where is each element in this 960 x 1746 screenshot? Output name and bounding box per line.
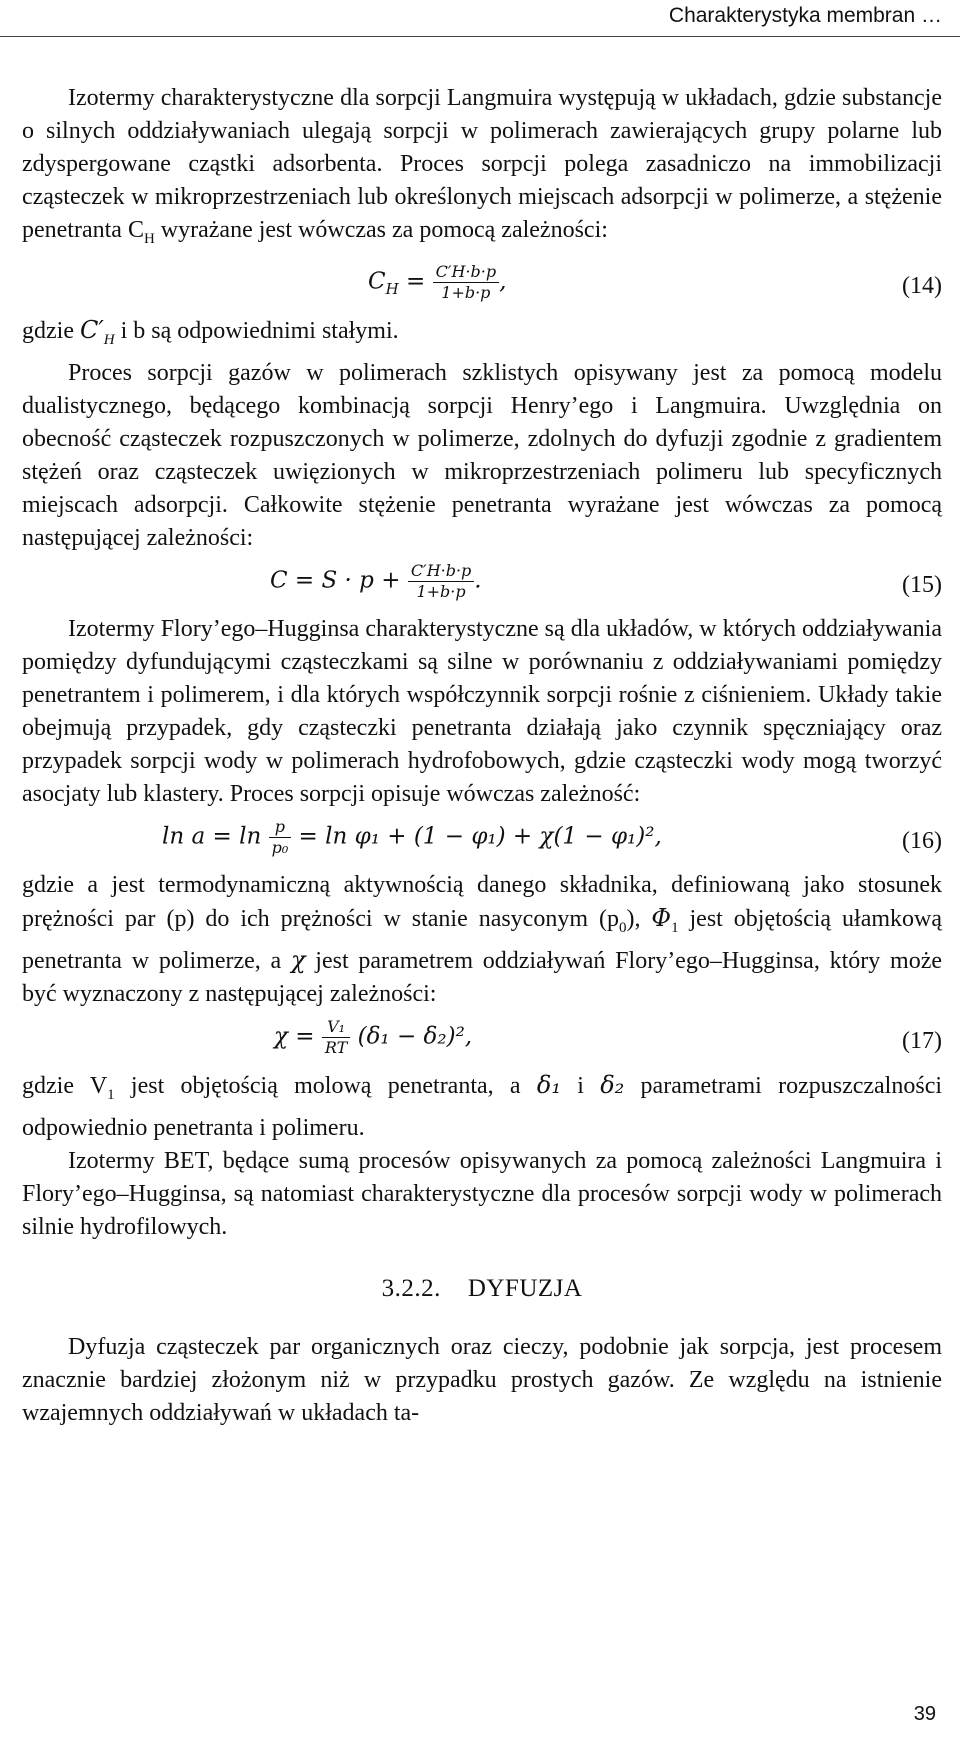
denominator: RT bbox=[324, 1038, 348, 1058]
symbol: δ₂ bbox=[600, 1071, 625, 1100]
paragraph-text: jest parametrem oddziaływań Flory’ego–Hugginsa, który może być wyznaczony z następującej zależności: bbox=[22, 948, 943, 1008]
paragraph-dyfuzja: Dyfuzja cząsteczek par organicznych oraz cieczy, podobnie jak sorpcja, jest procesem znacznie bardziej złożonym niż w przypadku prostych gazów. Ze względu na istnienie wzajemnych oddziaływań w układach ta- bbox=[22, 1334, 942, 1427]
equation-number: (17) bbox=[902, 1028, 942, 1055]
fraction bbox=[322, 1017, 350, 1058]
equation-number: (16) bbox=[902, 827, 942, 854]
numerator: p bbox=[269, 817, 292, 838]
eq-tail: . bbox=[474, 567, 482, 594]
equation-formula bbox=[368, 262, 506, 306]
fraction bbox=[269, 817, 292, 858]
equation-formula bbox=[162, 817, 662, 858]
symbol: χ bbox=[290, 946, 306, 975]
page-number: 39 bbox=[913, 1703, 936, 1725]
paragraph-text: jest objętością molową penetranta, a bbox=[114, 1073, 537, 1100]
fraction bbox=[433, 262, 499, 303]
paragraph-text: jest objętością ułamkową penetranta w polimerze, a bbox=[22, 905, 942, 975]
equation-formula bbox=[274, 1017, 472, 1058]
paragraph-molar-volume bbox=[22, 1069, 942, 1145]
equation-formula bbox=[270, 561, 482, 602]
subscript: H bbox=[103, 331, 115, 348]
eq-lhs: ln a = ln bbox=[162, 823, 269, 850]
paragraph-constants bbox=[22, 314, 942, 357]
paragraph-text: i b są odpowiednimi stałymi. bbox=[114, 317, 399, 344]
denominator: 1+b·p bbox=[416, 581, 466, 601]
denominator: 1+b·p bbox=[441, 282, 491, 302]
subscript: H bbox=[143, 230, 155, 247]
eq-lhs: χ = bbox=[274, 1023, 322, 1050]
denominator: p₀ bbox=[271, 837, 289, 857]
symbol: Φ bbox=[651, 903, 672, 932]
eq-sub: H bbox=[385, 279, 399, 298]
paragraph-dual-model: Proces sorpcji gazów w polimerach szklistych opisywany jest za pomocą modelu dualistycznego, będącego kombinacją sorpcji Henry’ego i Langmuira. Uwzględnia on obecność cząsteczek rozpuszczonych w polimerze, zdolnych do dyfuzji zgodnie z gradientem stężeń oraz cząsteczek uwięzionych w mikroprzestrzeniach polimeru lub specyficznych miejscach adsorpcji. Całkowite stężenie penetranta wyrażane jest wówczas za pomocą następującej zależności: bbox=[22, 359, 942, 551]
equation-number: (14) bbox=[902, 272, 942, 299]
running-header bbox=[0, 0, 960, 36]
subscript: 0 bbox=[618, 919, 627, 936]
paragraph-text: Izotermy charakterystyczne dla sorpcji Langmuira występują w układach, gdzie substancje o silnych oddziaływaniach ulegają sorpcji w polimerach zawierających grupy polarne lub zdyspergowane cząstki adsorbenta. Proces sorpcji polega zasadniczo na immobilizacji cząsteczek w mikroprzestrzeniach lub określonych miejscach adsorpcji w polimerze, a stężenie penetranta C bbox=[22, 85, 942, 243]
paragraph-bet: Izotermy BET, będące sumą procesów opisywanych za pomocą zależności Langmuira i Flory’ego–Hugginsa, są natomiast charakterystyczne dla procesów sorpcji wody w polimerach silnie hydrofilowych. bbox=[22, 1148, 942, 1241]
fraction bbox=[408, 561, 474, 602]
eq-tail: , bbox=[499, 268, 507, 295]
paragraph-text: wyrażane jest wówczas za pomocą zależności: bbox=[154, 217, 608, 243]
paragraph-text: parametrami rozpuszczalności odpowiednio penetranta i polimeru. bbox=[22, 1073, 943, 1142]
page-body bbox=[0, 82, 942, 1430]
paragraph-text: gdzie V bbox=[22, 1073, 108, 1100]
numerator: C′H·b·p bbox=[408, 561, 474, 582]
eq-lhs: C = S · p + bbox=[270, 567, 408, 594]
eq-tail: = ln φ₁ + (1 − φ₁) + χ(1 − φ₁)², bbox=[291, 823, 662, 850]
section-title: DYFUZJA bbox=[467, 1275, 583, 1303]
equation-17 bbox=[22, 1011, 942, 1069]
paragraph-text: gdzie a jest termodynamiczną aktywnością danego składnika, definiowaną jako stosunek prężności par (p) do ich prężności w stanie nasyconym (p bbox=[22, 871, 942, 932]
paragraph-text: gdzie bbox=[22, 317, 80, 344]
paragraph-text: ), bbox=[626, 905, 652, 932]
paragraph-flory-huggins: Izotermy Flory’ego–Hugginsa charakterystyczne są dla układów, w których oddziaływania pomiędzy dyfundującymi cząsteczkami są silne w porównaniu z oddziaływaniami pomiędzy penetrantem i polimerem, i dla których współczynnik sorpcji rośnie z ciśnieniem. Układy takie obejmują przypadek, gdy cząsteczki penetranta działają jako czynnik spęczniający oraz przypadek sorpcji wody w polimerach hydrofobowych, gdzie cząsteczki wody mogą tworzyć asocjaty lub klastery. Proces sorpcji opisuje wówczas zależność: bbox=[22, 615, 942, 807]
equation-number: (15) bbox=[902, 571, 942, 598]
section-number: 3.2.2. bbox=[381, 1275, 441, 1303]
symbol: δ₁ bbox=[536, 1071, 561, 1100]
equation-15 bbox=[22, 555, 942, 613]
equation-16 bbox=[22, 811, 942, 869]
equation-14 bbox=[22, 256, 942, 314]
numerator: V₁ bbox=[322, 1017, 350, 1038]
numerator: C′H·b·p bbox=[433, 262, 499, 283]
subscript: 1 bbox=[107, 1087, 115, 1104]
subscript: 1 bbox=[671, 919, 679, 936]
running-title: Charakterystyka membran … bbox=[668, 4, 942, 27]
eq-sign: = bbox=[398, 268, 433, 295]
symbol: C′ bbox=[79, 315, 104, 344]
eq-tail: (δ₁ − δ₂)², bbox=[350, 1023, 473, 1050]
paragraph-activity bbox=[22, 869, 942, 1012]
eq-lhs: C bbox=[368, 268, 386, 295]
paragraph-langmuira bbox=[22, 82, 942, 256]
section-heading bbox=[22, 1272, 942, 1305]
paragraph-text: i bbox=[560, 1073, 601, 1100]
header-divider bbox=[0, 36, 960, 37]
